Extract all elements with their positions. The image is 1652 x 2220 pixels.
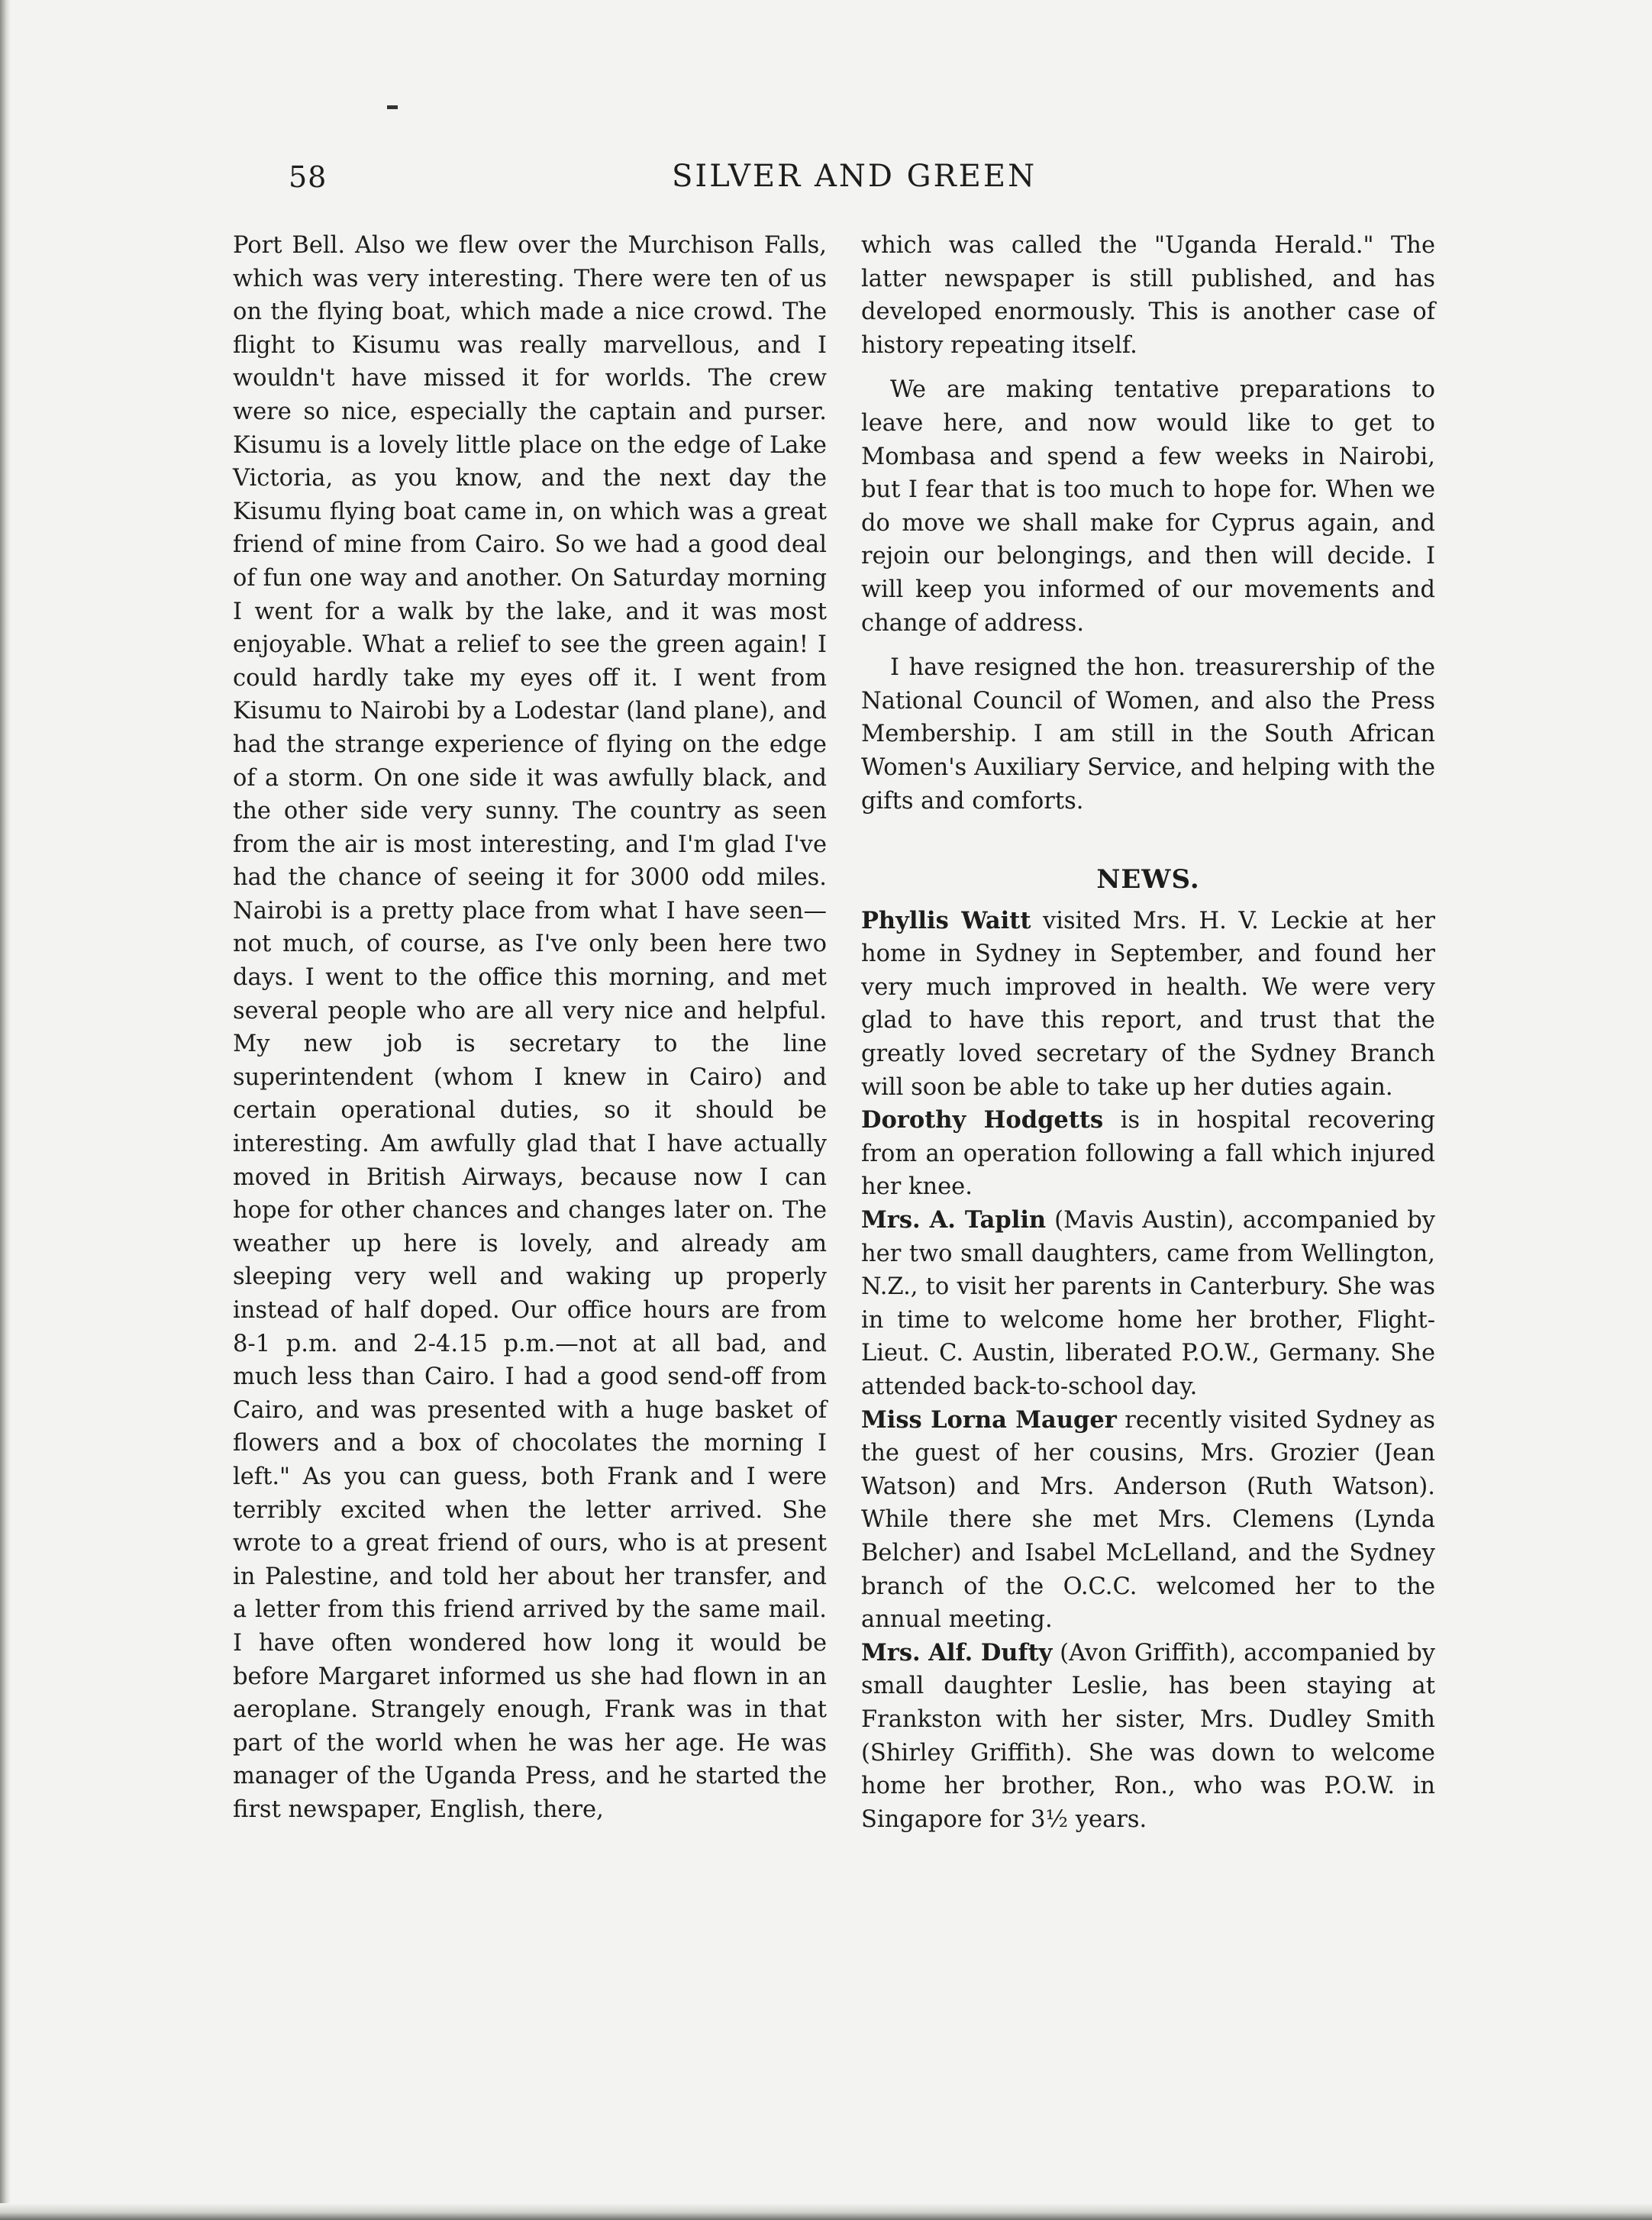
- news-item-name: Miss Lorna Mauger: [861, 1405, 1117, 1434]
- news-item-name: Dorothy Hodgetts: [861, 1106, 1104, 1134]
- news-item-text: is in hospital recovering from an operation following a fall which injured her knee.: [861, 1107, 1435, 1201]
- news-item-name: Mrs. A. Taplin: [861, 1206, 1047, 1234]
- news-item: [861, 1104, 1435, 1204]
- page-number: 58: [289, 160, 327, 194]
- left-column-text: Port Bell. Also we flew over the Murchison Falls, which was very interesting. There were ten of us on the flying boat, which made a nice crowd. The flight to Kisumu was really marvellous, and I wouldn't have missed it for worlds. The crew were so nice, especially the captain and purser. Kisumu is a lovely little place on the edge of Lake Victoria, as you know, and the next day the Kisumu flying boat came in, on which was a great friend of mine from Cairo. So we had a good deal of fun one way and another. On Saturday morning I went for a walk by the lake, and it was most enjoyable. What a relief to see the green again! I could hardly take my eyes off it. I went from Kisumu to Nairobi by a Lodestar (land plane), and had the strange experience of flying on the edge of a storm. On one side it was awfully black, and the other side very sunny. The country as seen from the air is most interesting, and I'm glad I've had the chance of seeing it for 3000 odd miles. Nairobi is a pretty place from what I have seen—not much, of course, as I've only been here two days. I went to the office this morning, and met several people who are all very nice and helpful. My new job is secretary to the line superintendent (whom I knew in Cairo) and certain operational duties, so it should be interesting. Am awfully glad that I have actually moved in British Airways, because now I can hope for other chances and changes later on. The weather up here is lovely, and already am sleeping very well and waking up properly instead of half doped. Our office hours are from 8-1 p.m. and 2-4.15 p.m.—not at all bad, and much less than Cairo. I had a good send-off from Cairo, and was presented with a huge basket of flowers and a box of chocolates the morning I left." As you can guess, both Frank and I were terribly excited when the letter arrived. She wrote to a great friend of ours, who is at present in Palestine, and told her about her transfer, and a letter from this friend arrived by the same mail. I have often wondered how long it would be before Margaret informed us she had flown in an aeroplane. Strangely enough, Frank was in that part of the world when he was her age. He was manager of the Uganda Press, and he started the first newspaper, English, there,: [233, 232, 827, 1823]
- right-column: [861, 229, 1435, 1836]
- page-bottom-shadow: [0, 2203, 1652, 2220]
- news-item: [861, 905, 1435, 1105]
- left-column: [233, 229, 827, 1827]
- page-edge-shadow: [0, 0, 11, 2220]
- running-title: SILVER AND GREEN: [672, 159, 1037, 194]
- paragraph-preparations: We are making tentative preparations to leave here, and now would like to get to Mombasa and spend a few weeks in Nairobi, but I fear that is too much to hope for. When we do move we shall make for Cyprus again, and rejoin our belongings, and then will decide. I will keep you informed of our movements and change of address.: [861, 376, 1435, 637]
- paragraph-resignation: I have resigned the hon. treasurership of the National Council of Women, and also the Press Membership. I am still in the South African Women's Auxiliary Service, and helping with the gifts and comforts.: [861, 654, 1435, 815]
- news-item-text: visited Mrs. H. V. Leckie at her home in Sydney in September, and found her very much improved in health. We were very glad to have this report, and trust that the greatly loved secretary of the Sydney Branch will soon be able to take up her duties again.: [861, 907, 1435, 1101]
- paragraph-continued: which was called the "Uganda Herald." The latter newspaper is still published, and has developed enormously. This is another case of history repeating itself.: [861, 232, 1435, 359]
- stray-mark: [387, 105, 398, 109]
- news-item: [861, 1404, 1435, 1637]
- news-item-name: Phyllis Waitt: [861, 906, 1031, 934]
- news-item-text: (Mavis Austin), accompanied by her two small daughters, came from Wellington, N.Z., to visit her parents in Canterbury. She was in time to welcome home her brother, Flight-Lieut. C. Austin, liberated P.O.W., Germany. She attended back-to-school day.: [861, 1207, 1435, 1400]
- news-item: [861, 1637, 1435, 1837]
- news-item-text: recently visited Sydney as the guest of her cousins, Mrs. Grozier (Jean Watson) and Mrs. Anderson (Ruth Watson). While there she met Mrs. Clemens (Lynda Belcher) and Isabel McLelland, and the Sydney branch of the O.C.C. welcomed her to the annual meeting.: [861, 1406, 1435, 1634]
- news-item-name: Mrs. Alf. Dufty: [861, 1638, 1053, 1667]
- news-item-text: (Avon Griffith), accompanied by small daughter Leslie, has been staying at Frankston with her sister, Mrs. Dudley Smith (Shirley Griffith). She was down to welcome home her brother, Ron., who was P.O.W. in Singapore for 3½ years.: [861, 1639, 1435, 1833]
- news-heading: NEWS.: [1096, 864, 1200, 895]
- news-item: [861, 1204, 1435, 1404]
